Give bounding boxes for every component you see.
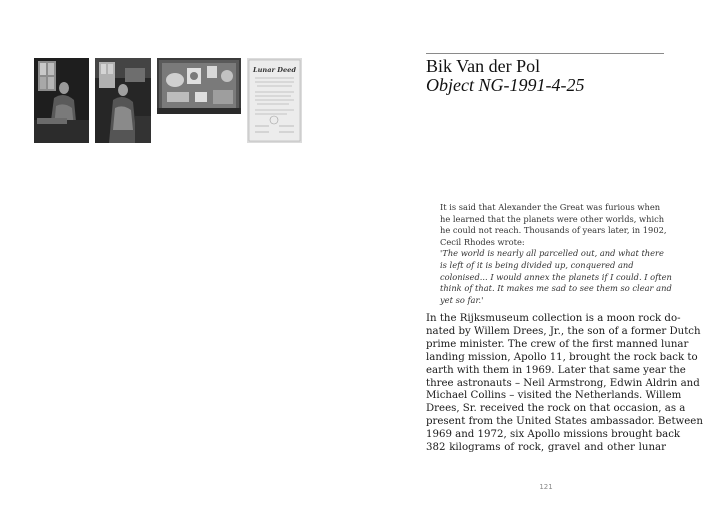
lunar-deed-caption: Lunar Deed [253,66,296,74]
photo-lunar-deed [247,58,302,143]
author-name: Bik Van der Pol [426,56,541,76]
quote-line-italic: think of that. It makes me sad to see them so clear and [440,283,672,294]
quote-line-italic: colonised... I would annex the planets if I could. I often [440,271,672,282]
body-line: Michael Collins – visited the Netherlands. Willem [426,390,682,402]
photo-woman-at-window [34,58,89,143]
body-line: In the Rijksmuseum collection is a moon rock do- [426,313,681,324]
photo-figure-in-interior [95,58,151,143]
header-rule [426,53,664,54]
body-line: present from the United States ambassador. Between [426,416,703,428]
body-line: earth with them in 1969. Later that same year the [426,364,686,376]
body-line: landing mission, Apollo 11, brought the rock back to [426,351,698,363]
body-paragraph [426,313,703,455]
quote-line: he learned that the planets were other worlds, which [440,213,665,224]
photo-display-case [157,58,241,114]
body-line: Drees, Sr. received the rock on that occasion, as a [426,403,686,415]
quote-line-italic: 'The world is nearly all parcelled out, and what there [440,248,664,259]
body-line: 1969 and 1972, six Apollo missions brought back [426,429,681,441]
quote-line-italic: is left of it is being divided up, conquered and [440,259,634,270]
body-line: nated by Willem Drees, Jr., the son of a former Dutch [426,325,701,337]
work-title: Object NG-1991-4-25 [426,75,585,95]
quote-line-italic: yet so far.' [440,294,484,305]
quote-line: It is said that Alexander the Great was furious when [440,202,661,212]
epigraph-quote [440,202,670,306]
body-line: 382 kilograms of rock, gravel and other lunar [426,442,666,454]
body-line: prime minister. The crew of the first manned lunar [426,338,689,350]
quote-line: he could not reach. Thousands of years later, in 1902, [440,225,667,236]
quote-line: Cecil Rhodes wrote: [440,236,525,247]
page-number: 121 [539,483,553,491]
body-line: three astronauts – Neil Armstrong, Edwin Aldrin and [426,377,700,389]
